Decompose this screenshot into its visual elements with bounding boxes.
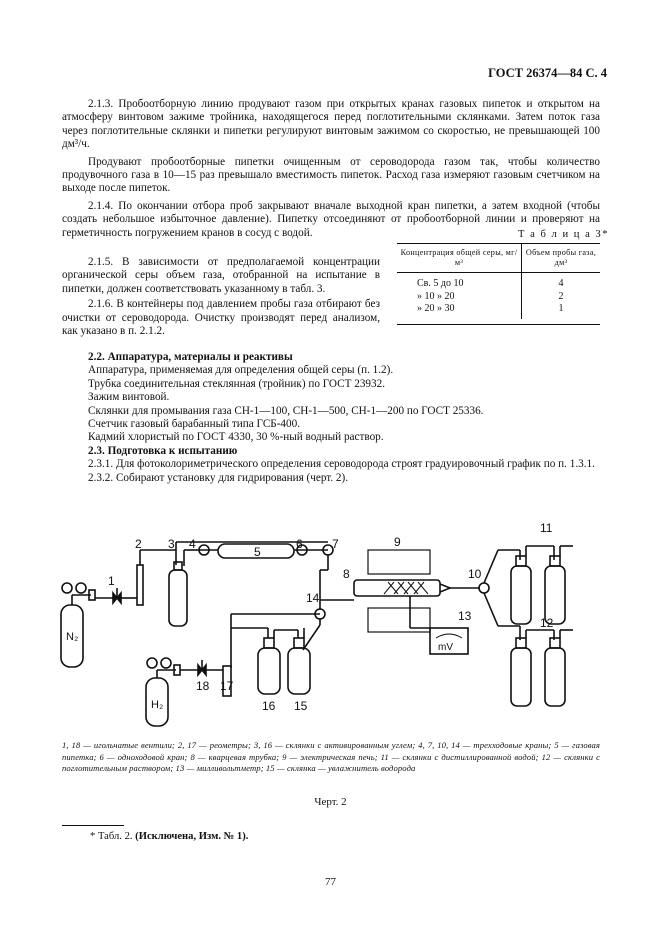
label-6: 6 (296, 537, 303, 551)
paragraph-2-1-5: 2.1.5. В зависимости от предполагаемой концентрации органической серы объем газа, отобранной на испытание в пипетки, должен соответствовать указанному в табл. 3. (62, 256, 380, 295)
page-header: ГОСТ 26374—84 С. 4 (488, 66, 607, 80)
label-n2: N₂ (66, 631, 79, 643)
paragraph-2-3-1: 2.3.1. Для фотоколориметрического определения сероводорода строят градуировочный график по п. 1.3.1. (88, 458, 595, 471)
body-text-left (62, 256, 380, 338)
list-item: Трубка соединительная стеклянная (тройник) по ГОСТ 23932. (88, 377, 385, 390)
carbon-bottle-16 (258, 648, 280, 694)
gauge-icon (147, 658, 157, 668)
water-bottle-11 (511, 566, 531, 624)
label-9: 9 (394, 535, 401, 549)
table-cell: 2 (522, 291, 601, 304)
carbon-bottle-3 (169, 570, 187, 626)
footnote-bold: (Исключена, Изм. № 1). (135, 831, 249, 842)
footnote-rule (62, 825, 124, 826)
electric-furnace-9-top (368, 550, 430, 574)
list-item: Зажим винтовой. (88, 391, 170, 404)
table-3-header-volume: Объем пробы газа, дм³ (522, 244, 601, 273)
footnote-text: * Табл. 2. (90, 831, 136, 842)
table-3-title: Т а б л и ц а 3* (518, 229, 610, 240)
label-2: 2 (135, 537, 142, 551)
body-text-top (62, 98, 600, 240)
label-16: 16 (262, 699, 276, 713)
table-cell: 1 (522, 303, 601, 319)
label-10: 10 (468, 567, 482, 581)
section-2-2 (62, 351, 600, 485)
footnote (90, 831, 248, 842)
gauge-icon (76, 583, 86, 593)
label-4: 4 (189, 537, 196, 551)
label-13: 13 (458, 609, 472, 623)
label-3: 3 (168, 537, 175, 551)
table-cell: Св. 5 до 10 (417, 278, 464, 289)
table-3 (397, 243, 600, 319)
rheometer-2 (137, 565, 143, 605)
label-h2: H₂ (151, 699, 164, 711)
table-cell: 4 (522, 273, 601, 291)
gauge-icon (62, 583, 72, 593)
table-cell: » 20 » 30 (417, 303, 455, 314)
table-3-header-concentration: Концентрация общей серы, мг/м³ (397, 244, 522, 273)
section-2-2-heading: 2.2. Аппаратура, материалы и реактивы (88, 351, 293, 363)
label-8: 8 (343, 567, 350, 581)
label-12: 12 (540, 616, 554, 630)
paragraph-2-1-6: 2.1.6. В контейнеры под давлением пробы газа отбирают без очистки от сероводорода. Очистку производят перед анализом, как указано в п. 2.1.2. (62, 298, 380, 338)
absorber-bottle-12 (545, 648, 565, 706)
list-item: Аппаратура, применяемая для определения общей серы (п. 1.2). (88, 364, 394, 377)
label-1: 1 (108, 574, 115, 588)
hydrogenation-setup-diagram (58, 510, 608, 732)
three-way-tap-10-icon (479, 583, 489, 593)
paragraph-2-3-2: 2.3.2. Собирают установку для гидрирования (черт. 2). (88, 471, 349, 484)
absorber-bottle-12 (511, 648, 531, 706)
label-15: 15 (294, 699, 308, 713)
humidifier-bottle-15 (288, 648, 310, 694)
label-17: 17 (220, 679, 234, 693)
list-item: Счетчик газовый барабанный типа ГСБ-400. (88, 418, 301, 431)
section-2-3-heading: 2.3. Подготовка к испытанию (88, 444, 238, 457)
page-number: 77 (325, 876, 336, 888)
label-18: 18 (196, 679, 210, 693)
label-7: 7 (332, 537, 339, 551)
paragraph-purge: Продувают пробоотборные пипетки очищенным от сероводорода газом так, чтобы количество продувочного газа в 10—15 раз превышало вместимость пипеток. Расход газа измеряют газовым счетчиком на выходе после пипеток. (62, 155, 600, 195)
figure-title: Черт. 2 (314, 796, 347, 808)
list-item: Склянки для промывания газа СН-1—100, СН-1—500, СН-1—200 по ГОСТ 25336. (88, 404, 484, 417)
table-cell: » 10 » 20 (417, 290, 455, 302)
label-mv: mV (438, 642, 453, 653)
label-11: 11 (540, 521, 553, 535)
label-5: 5 (254, 545, 261, 559)
paragraph-2-1-3: 2.1.3. Пробоотборную линию продувают газом при открытых кранах газовых пипеток и открытом на атмосферу винтовом зажиме тройника, находящегося перед поглотительными склянками. Затем поток газа через поглотительные склянки и пипетки регулируют винтовым зажимом со скоростью, не превышающей 100 дм³/ч. (62, 98, 600, 151)
paragraph-2-1-4: 2.1.4. По окончании отбора проб закрывают вначале выходной кран пипетки, а затем входной (чтобы создать небольшое избыточное давление). Пипетку отсоединяют от пробоотборной линии и проверяют на герметичность погружением кранов в сосуд с водой. (62, 199, 600, 239)
label-14: 14 (306, 591, 320, 605)
figure-caption: 1, 18 — игольчатые вентили; 2, 17 — реометры; 3, 16 — склянки с активированным углем; 4, 7, 10, 14 — трехходовые краны; 5 — газовая пипетка; 6 — одноходовой кран; 8 — кварцевая трубка; 9 — электрическая печь; 11 — склянки с дистиллированной водой; 12 — склянки с поглотительным раствором; 13 — милливольтметр; 15 — склянка — увлажнитель водорода (62, 740, 600, 773)
gauge-icon (161, 658, 171, 668)
list-item: Кадмий хлористый по ГОСТ 4330, 30 %-ный водный раствор. (88, 431, 384, 444)
table-3-bottom-rule (397, 324, 600, 325)
